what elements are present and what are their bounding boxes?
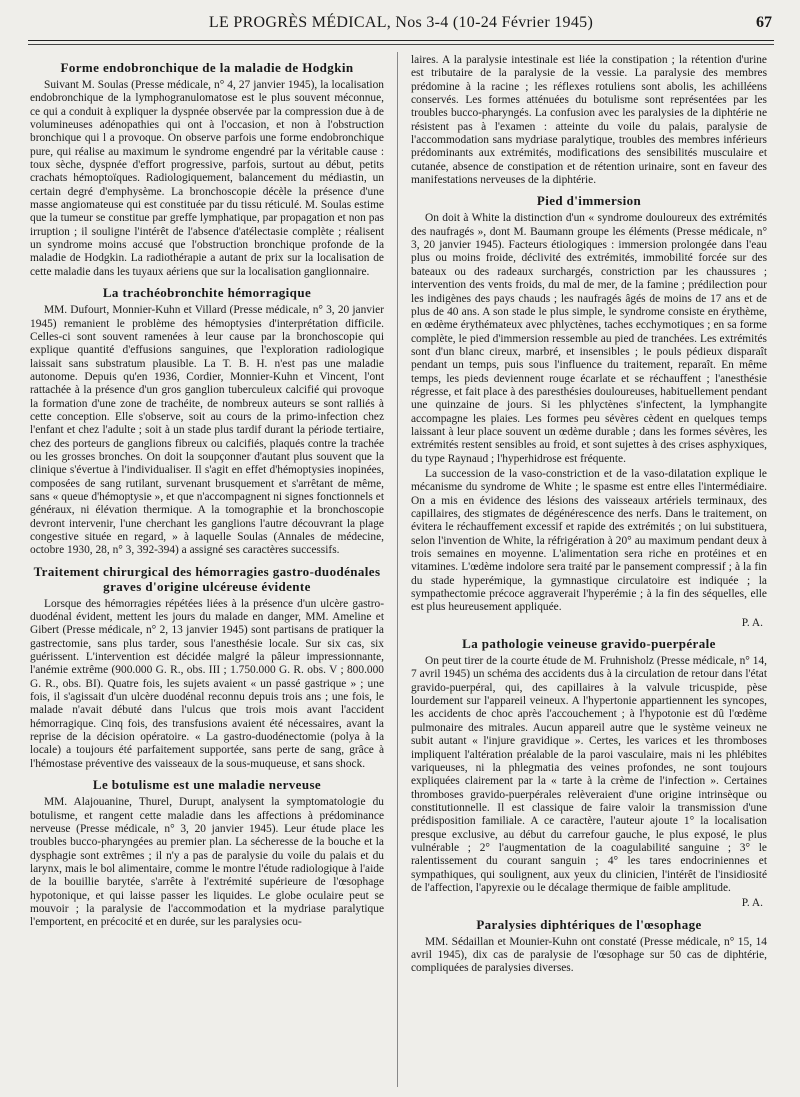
article-title: Pied d'immersion xyxy=(536,193,642,209)
header-rule-thin xyxy=(28,44,774,45)
left-column xyxy=(30,54,384,1089)
page-number: 67 xyxy=(756,14,772,31)
article-title: Forme endobronchique de la maladie de Hodgkin xyxy=(60,60,354,75)
article-paragraph: La succession de la vaso-constriction et de la vaso-dilatation explique le mécanisme du syndrome de White ; le spasme est entre elles l'intermédiaire. On a mis en évidence des lésions des vaisseaux artériels terminaux, des capillaires, des stigmates de dégénérescence des nerfs. Dans le traitement, on évitera le réchauffement excessif et rapide des extrémités ; on lui substituera, selon l'invention de White, la réfrigération à 20° au maximum pendant deux à trois semaines en moyenne. L'alimentation sera riche en protéines et en vitamines. L'œdème indolore sera traité par le pansement compressif ; à la fin du stade hyperémique, la gymnastique circulatoire est indiquée ; la sympathectomie précoce aggraverait l'hyperémie ; à la fin des séquelles, elle est plus heureusement appliquée. xyxy=(411,467,767,614)
right-column xyxy=(411,54,767,1089)
author-signature: P. A. xyxy=(741,616,763,629)
article-title: Le botulisme est une maladie nerveuse xyxy=(92,777,322,793)
article-title: Paralysies diphtériques de l'œsophage xyxy=(476,916,702,932)
article-paragraph: Suivant M. Soulas (Presse médicale, n° 4, 27 janvier 1945), la localisation endobronchique de la lymphogranulomatose est le plus souvent méconnue, ce qui a conduit à expliquer la dyspnée observée par la compression due à de volumineuses adénopathies qui ont à l'occasion, et non à l'obstruction bronchique qui l a provoque. On observe parfois une forme endobronchique pure, qui réalise au maximum le syndrome engendré par la véritable cause : toux sèche, dyspnée d'effort progressive, parfois, surtout au début, petits crachats hémoptoïques. Radiologiquement, balancement du médiastin, un certain degré d'emphysème. La bronchoscopie décèle la présence d'une masse angiomateuse qui est constituée par du tissu réticulé. M. Soulas estime que la tumeur se constitue par greffe lymphatique, par propagation et non pas irruption ; il souligne l'intérêt de l'absence d'atélectasie complète ; réalisent un syndrome moins accusé que l'obstruction bronchique profonde de la maladie de Hodgkin. La radiothérapie a autant de prix sur la localisation de cette maladie dans les tuyaux aériens que sur la localisation ganglionnaire. xyxy=(30,79,384,278)
article-paragraph-continued: laires. A la paralysie intestinale est liée la constipation ; la rétention d'urine est tributaire de la paralysie de la vessie. La paralysie des membres prédomine à la racine ; les réflexes rotuliens sont abolis, les achilléens conservés. Les formes atténuées du botulisme sont représentées par les troubles bucco-pharyngés. La confusion avec les paralysies de la diphtérie ne résistent pas à l'examen : atteinte du voile du palais, paralysie de l'accommodation sans mydriase paralytique, troubles des membres inférieurs prédominants aux extrémités, modifications des sensibilités musculaire et cutanée, absence de constipation et de rétention urinaire, sont en faveur des manifestations nerveuses de la diphtérie. xyxy=(411,54,767,187)
article-paragraph: MM. Sédaillan et Mounier-Kuhn ont constaté (Presse médicale, n° 15, 14 avril 1945), dix cas de paralysie de l'œsophage sur 50 cas de diphtérie, compliquées de paralysies diverses. xyxy=(411,935,767,975)
article-paragraph: MM. Alajouanine, Thurel, Durupt, analysent la symptomatologie du botulisme, et rangent cette maladie dans les affections à prédominance nerveuse (Presse médicale, n° 3, 20 janvier 1945). Leur étude place les troubles bucco-pharyngées au premier plan. La sécheresse de la bouche et la dysphagie sont extrêmes ; il n'y a pas de paralysie du voile du palais et du larynx, mais le bol alimentaire, comme le montre l'étude radiologique à l'aide de la bouillie barytée, s'arrête à l'extrémité supérieure de l'œsophage hypotonique, et qui laisse passer les liquides. Le globe oculaire peut se mouvoir ; la paralysie de l'accommodation et la mydriase paralytique l'emportent, en précocité et en durée, sur les paralysies ocu- xyxy=(30,796,384,929)
article-paragraph: Lorsque des hémorragies répétées liées à la présence d'un ulcère gastro-duodénal évident, mettent les jours du malade en danger, MM. Ameline et Gibert (Presse médicale, n° 2, 13 janvier 1945) sont partisans de pratiquer la gastrectomie, sans plus tarder, sous l'anesthésie locale. Sur six cas, six guérissent. L'intervention est décidée malgré la pâleur impressionnante, l'anémie extrême (900.000 G. R., obs. III ; 1.750.000 G. R. obs. V ; 800.000 G. R., obs. BI). Quatre fois, les sujets avaient « un passé gastrique » ; une fois, il s'agissait d'un ulcère duodénal reconnu depuis trois ans ; une fois, le malade n'avait débuté dans l'ulcus que trois mois avant l'accident hémorragique. Cinq fois, des transfusions avaient été nécessaires, avant la reprise de la décision opératoire. « La gastro-duodénectomie (polya à la locale) a toujours été parfaitement supportée, sans perte de sang, grâce à l'hémostase préventive des vaisseaux de la sous-muqueuse, et sans shock. xyxy=(30,597,384,770)
header-rule xyxy=(28,40,774,41)
article-title: La pathologie veineuse gravido-puerpérale xyxy=(462,636,716,652)
column-divider xyxy=(397,52,398,1087)
article-paragraph: MM. Dufourt, Monnier-Kuhn et Villard (Presse médicale, n° 3, 20 janvier 1945) remanient le problème des hémoptysies d'interprétation difficile. Celles-ci sont souvent ramenées à leur cause par la bronchoscopie qui explique quantité d'effusions sanguines, que l'exploration radiologique laissait sans substratum plausible. La T. B. H. n'est pas une maladie autonome. Depuis qu'en 1936, Cordier, Monnier-Kuhn et Vincent, l'ont rattachée à la présence d'un gros ganglion tuberculeux calcifié qui provoque la formation d'une zone de trachéite, de nombreux auteurs se sont ralliés à cette conception. Elle s'observe, soit au cours de la primo-infection chez l'enfant et chez l'adulte ; soit à un stade plus tardif durant la période tertiaire, chez des porteurs de ganglions fibreux ou calcifiés, plaqués contre la trachée ou les grosses bronches. On doit la soupçonner d'autant plus souvent que la clinique s'évertue à l'individualiser. Il s'agit en effet d'hémoptysies inopinées, composées de sang rutilant, survenant brusquement et s'arrêtant de même, sans « queue d'hémoptysie », et que n'accompagnent ni signes fonctionnels et généraux, ni élévation thermique. A la tomographie et la bronchoscopie devront intervenir, l'une cherchant les ganglions l'autre découvrant la plage congestive située en regard, » à laquelle Soulas (Annales de médecine, octobre 1930, 28, n° 3, 392-394) a assigné ses caractères successifs. xyxy=(30,304,384,557)
article-title: Traitement chirurgical des hémorragies gastro-duodénales graves d'origine ulcéreuse évidente xyxy=(33,563,381,594)
running-title: LE PROGRÈS MÉDICAL, Nos 3-4 (10-24 Février 1945) xyxy=(208,14,594,31)
article-paragraph: On peut tirer de la courte étude de M. Fruhnisholz (Presse médicale, n° 14, 7 avril 1945) un schéma des accidents dus à la circulation de retour dans l'état gravido-puerpéral, qui, des capillaires à la valvule tricuspide, pèse lourdement sur l'appareil veineux. A l'hypertonie appartiennent les syncopes, les accidents de choc après l'accouchement ; à l'hypotonie est dû l'œdème pulmonaire des mitrales. Aucun appareil autre que le système veineux ne subit autant « l'injure gravidique ». Certes, les varices et les thromboses impliquent l'altération préalable de la paroi vasculaire, mais ni les phlébites variqueuses, ni la phlegmatia des veines profondes, ne sont toujours expliquées clairement par la « tarte à la crème de l'infection ». Certaines thromboses gravido-puerpérales relèveraient d'une origine intrinsèque ou constitutionnelle. Il est classique de faire valoir la transmission d'une prédisposition familiale. A ce caractère, l'auteur ajoute 1° la localisation presque exclusive, au début du carrefour gauche, le plus exposé, le plus vulnérable ; 2° l'augmentation de la coagulabilité sanguine ; 3° le ralentissement du courant sanguin ; 4° les tares endocriniennes et sympathiques, qui soulignent, aux yeux du clinicien, l'intérêt de l'insidiosité de l'affection, l'apyrexie ou le décalage thermique de faible amplitude. xyxy=(411,655,767,894)
author-signature: P. A. xyxy=(741,897,763,910)
page-header xyxy=(28,14,774,44)
article-paragraph: On doit à White la distinction d'un « syndrome douloureux des extrémités des naufragés », dont M. Baumann groupe les éléments (Presse médicale, n° 3, 20 janvier 1945). Facteurs étiologiques : immersion prolongée dans l'eau plus ou moins froide, déclivité des extrémités, immobilité forcée sur des bateaux ou des radeaux surchargés, constriction par les chaussures ; intervention des vents froids, du mal de mer, de la famine ; prédilection pour les indigènes des pays chauds ; les naufragés âgés de moins de 17 ans et de plus de 40 ans. A son stade le plus simple, le syndrome consiste en érythème, en œdème érythémateux avec phlyctènes, taches ecchymotiques ; en sa forme complète, le pied d'immersion ressemble au pied de tranchées. Les extrémités sont d'un blanc cireux, marbré, et insensibles ; le pouls pédieux disparaît pendant un temps, puis sous l'influence du traitement, reparaît. En même temps, les pieds deviennent rouge écarlate et se réchauffent ; l'anesthésie régresse, et fait place à des paresthésies douloureuses, habituellement pendant une quinzaine de jours. Si les phlyctènes s'infectent, la lymphangite accompagne les plaies. Les formes peu sévères cèdent en quelques temps laissant à leur place souvent un œdème durable ; dans les formes sévères, les extrémités restent sensibles au froid, et sont sujettes à des crises asphyxiques, du type Raynaud ; l'hyperhidrose est fréquente. xyxy=(411,212,767,465)
article-title: La trachéobronchite hémorragique xyxy=(102,285,312,301)
